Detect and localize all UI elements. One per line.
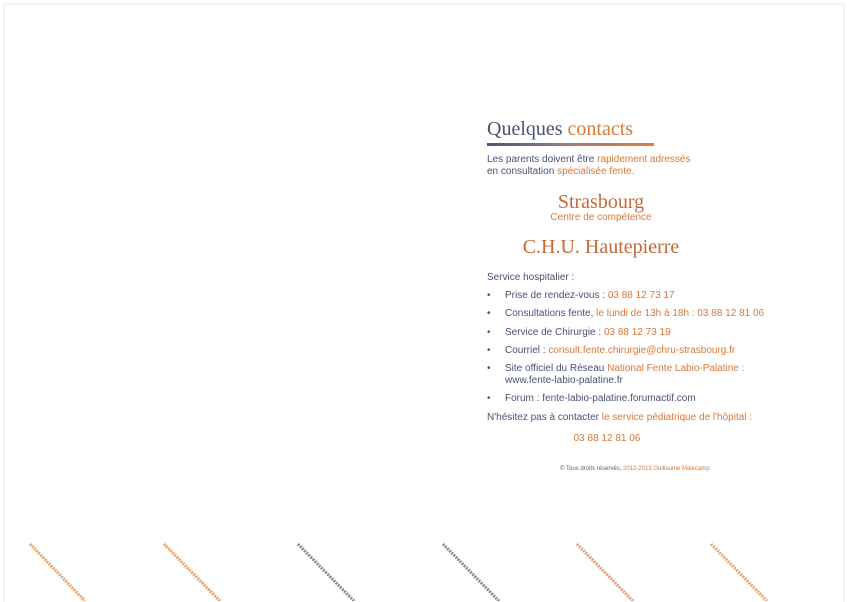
bullet-icon: • (487, 344, 491, 356)
copyright (560, 466, 787, 472)
bullet-icon: • (487, 363, 491, 375)
intro-line2b: spécialisée fente. (557, 166, 635, 177)
forum-link[interactable]: fente-labio-palatine.forumactif.com (542, 393, 696, 405)
stripe-orange-1 (30, 544, 85, 601)
stripe-orange-3 (577, 544, 633, 601)
list-item (487, 327, 787, 339)
section-label: Service hospitalier : (487, 272, 575, 283)
phone-surgery[interactable]: 03 88 12 73 19 (603, 326, 671, 338)
bullet-icon: • (487, 393, 491, 405)
bullet-icon: • (487, 326, 491, 338)
item-label: Consultations fente, (505, 308, 597, 320)
title-part2: contacts (567, 118, 634, 140)
stripe-grey-1 (298, 544, 354, 601)
stripe-orange-2 (164, 544, 220, 601)
phone-consultation[interactable]: le lundi de 13h à 18h : 03 88 12 81 06 (596, 308, 765, 320)
help-a: N'hésitez pas à contacter (487, 411, 602, 423)
intro-line1a: Les parents doivent être (487, 154, 598, 165)
copyright-a: © Tous droits réservés, (560, 465, 623, 472)
page-title (487, 117, 654, 146)
email-link[interactable]: consult.fente.chirurgie@chru-strasbourg.fr (548, 344, 736, 356)
item-label: Prise de rendez-vous : (505, 290, 608, 301)
item-label: Site officiel du Réseau (505, 363, 608, 375)
city-heading: Strasbourg (557, 191, 645, 213)
city-subheading: Centre de compétence (550, 212, 652, 223)
stripe-orange-4 (711, 544, 767, 601)
phone-appointment[interactable]: 03 88 12 73 17 (607, 290, 675, 301)
website-link[interactable]: www.fente-labio-palatine.fr (505, 375, 623, 387)
contacts-panel (487, 117, 787, 472)
list-item (487, 345, 787, 357)
contact-list (487, 290, 787, 405)
list-item (487, 363, 787, 387)
list-item (487, 290, 787, 302)
intro-line2a: en consultation (487, 166, 558, 177)
list-item (487, 393, 787, 405)
copyright-b: 2012-2013 Guillaume Malecamp (623, 465, 710, 472)
intro-text (487, 154, 787, 178)
hospital-heading: C.H.U. Hautepierre (522, 236, 680, 258)
help-text (487, 412, 787, 424)
decorative-stripes (0, 540, 849, 601)
pediatric-phone[interactable]: 03 88 12 81 06 (573, 432, 641, 444)
item-label: Service de Chirurgie : (505, 326, 604, 338)
item-value: National Fente Labio-Palatine : (607, 363, 745, 375)
list-item (487, 308, 787, 320)
stripe-grey-2 (443, 544, 499, 601)
help-b: le service pédiatrique de l'hôpital : (601, 411, 753, 423)
bullet-icon: • (487, 290, 491, 301)
intro-line1b: rapidement adressés (597, 154, 691, 165)
item-label: Forum : (505, 393, 543, 405)
bullet-icon: • (487, 308, 491, 320)
item-label: Courriel : (505, 344, 549, 356)
title-part1: Quelques (487, 118, 563, 140)
